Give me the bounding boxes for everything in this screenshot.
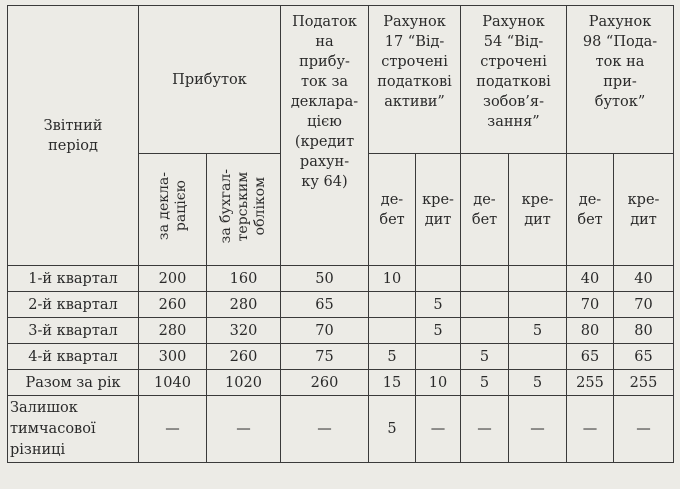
header-tax [281, 6, 369, 266]
cell-98-debit: 65 [567, 344, 614, 370]
header-account-54-text: Рахунок 54 “Від- строчені податкові зобов’я- зання” [476, 14, 551, 130]
cell-98-credit: 40 [614, 266, 674, 292]
cell-54-credit: 5 [509, 318, 567, 344]
balance-label-text: Залишок тимчасової різниці [10, 399, 96, 458]
header-credit-text: кре- дит [521, 191, 554, 228]
cell-profit-declaration: 300 [139, 344, 207, 370]
cell-tax: 65 [281, 292, 369, 318]
cell-54-debit: 5 [461, 370, 509, 396]
cell-17-credit: — [416, 396, 461, 463]
header-credit-text: кре- дит [422, 191, 454, 228]
cell-tax: 260 [281, 370, 369, 396]
cell-54-debit [461, 266, 509, 292]
cell-17-credit: 5 [416, 292, 461, 318]
cell-profit-accounting: 1020 [207, 370, 281, 396]
cell-tax: 75 [281, 344, 369, 370]
cell-54-debit: 5 [461, 344, 509, 370]
header-account-98-credit [614, 154, 674, 266]
cell-17-debit: 5 [369, 396, 416, 463]
header-debit-text: де- бет [471, 191, 498, 228]
table-row [8, 318, 674, 344]
header-profit-accounting-text: за бухгал- терським обліком [218, 169, 268, 244]
cell-profit-declaration: 1040 [139, 370, 207, 396]
cell-17-debit: 10 [369, 266, 416, 292]
cell-17-debit: 15 [369, 370, 416, 396]
header-period-text: Звітний період [43, 117, 103, 154]
cell-period: 2-й квартал [8, 292, 139, 318]
cell-98-debit: 255 [567, 370, 614, 396]
cell-98-credit: 70 [614, 292, 674, 318]
header-account-98 [567, 6, 674, 154]
cell-54-credit [509, 344, 567, 370]
header-debit-text: де- бет [577, 191, 603, 228]
header-debit-text: де- бет [379, 191, 405, 228]
table-row [8, 344, 674, 370]
header-account-54-credit [509, 154, 567, 266]
cell-period: Разом за рік [8, 370, 139, 396]
cell-98-debit: 40 [567, 266, 614, 292]
cell-profit-declaration: — [139, 396, 207, 463]
header-profit-declaration [139, 154, 207, 266]
cell-98-debit: 70 [567, 292, 614, 318]
cell-98-debit: 80 [567, 318, 614, 344]
cell-17-debit [369, 318, 416, 344]
cell-17-credit: 5 [416, 318, 461, 344]
cell-54-debit: — [461, 396, 509, 463]
cell-54-debit [461, 318, 509, 344]
cell-17-credit [416, 266, 461, 292]
header-account-17-debit [369, 154, 416, 266]
cell-54-credit: 5 [509, 370, 567, 396]
cell-period: 1-й квартал [8, 266, 139, 292]
cell-54-debit [461, 292, 509, 318]
header-profit-accounting [207, 154, 281, 266]
cell-tax: — [281, 396, 369, 463]
cell-98-credit: 80 [614, 318, 674, 344]
temporary-difference-table [7, 5, 674, 463]
cell-98-credit: 65 [614, 344, 674, 370]
cell-profit-declaration: 260 [139, 292, 207, 318]
cell-profit-accounting: 320 [207, 318, 281, 344]
cell-54-credit: — [509, 396, 567, 463]
header-account-17 [369, 6, 461, 154]
header-account-17-credit [416, 154, 461, 266]
cell-profit-accounting: 160 [207, 266, 281, 292]
cell-17-debit: 5 [369, 344, 416, 370]
cell-profit-declaration: 200 [139, 266, 207, 292]
header-account-17-text: Рахунок 17 “Від- строчені податкові активи” [377, 14, 452, 110]
cell-54-credit [509, 292, 567, 318]
cell-profit-accounting: 260 [207, 344, 281, 370]
cell-98-credit: 255 [614, 370, 674, 396]
header-account-54 [461, 6, 567, 154]
cell-balance-label [8, 396, 139, 463]
table-row [8, 292, 674, 318]
cell-17-credit: 10 [416, 370, 461, 396]
header-profit [139, 6, 281, 154]
cell-period: 4-й квартал [8, 344, 139, 370]
cell-tax: 50 [281, 266, 369, 292]
cell-98-debit: — [567, 396, 614, 463]
table-row-total [8, 370, 674, 396]
header-account-98-text: Рахунок 98 “Пода- ток на при- буток” [582, 14, 658, 110]
header-tax-text: Податок на прибу- ток за деклара- цією (кредит рахун- ку 64) [290, 14, 359, 190]
cell-profit-accounting: 280 [207, 292, 281, 318]
header-account-98-debit [567, 154, 614, 266]
cell-period: 3-й квартал [8, 318, 139, 344]
header-period [8, 6, 139, 266]
cell-tax: 70 [281, 318, 369, 344]
cell-profit-declaration: 280 [139, 318, 207, 344]
cell-profit-accounting: — [207, 396, 281, 463]
cell-54-credit [509, 266, 567, 292]
table-row-balance [8, 396, 674, 463]
header-account-54-debit [461, 154, 509, 266]
cell-98-credit: — [614, 396, 674, 463]
cell-17-credit [416, 344, 461, 370]
header-credit-text: кре- дит [627, 191, 660, 228]
header-profit-text: Прибуток [172, 71, 247, 88]
header-profit-declaration-text: за декла- рацією [155, 172, 189, 241]
table-row [8, 266, 674, 292]
cell-17-debit [369, 292, 416, 318]
